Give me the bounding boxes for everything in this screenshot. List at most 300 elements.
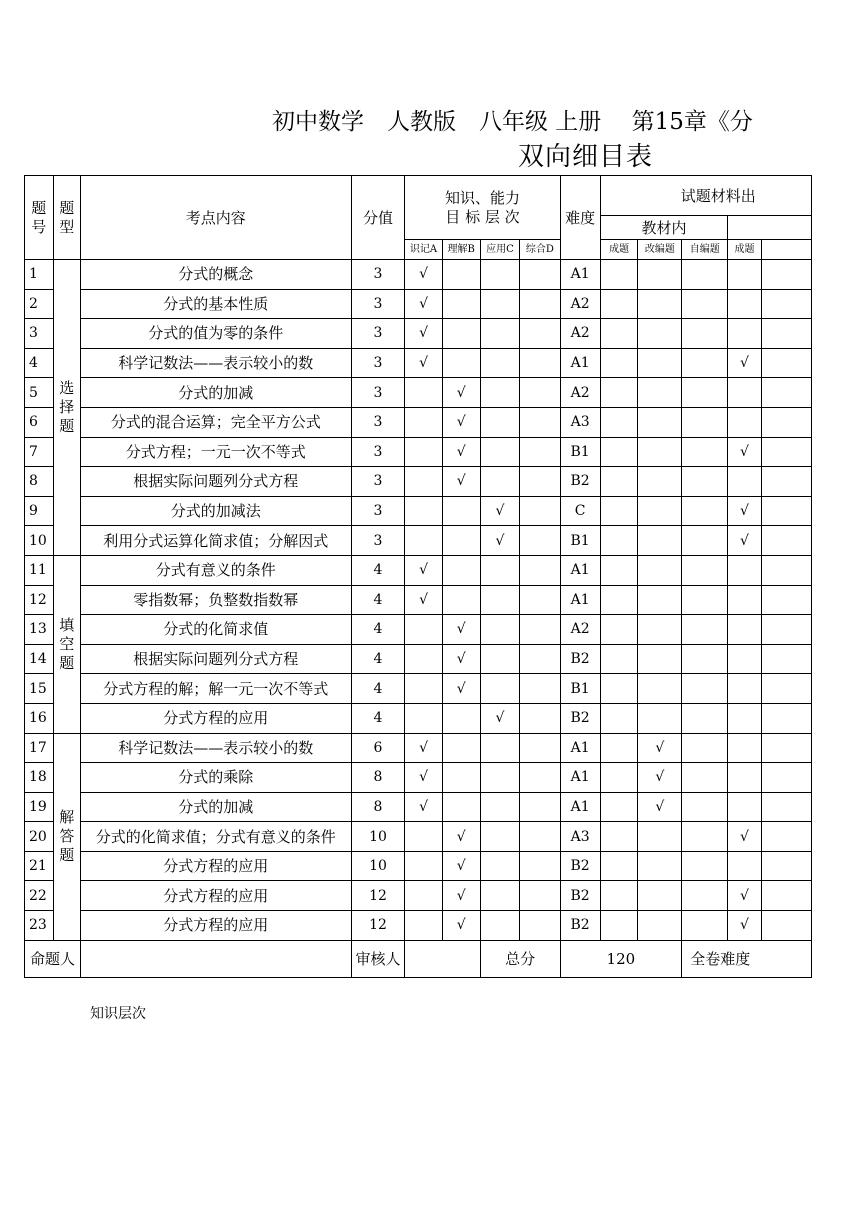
row-level-c-check: √ [480, 526, 520, 556]
row-level-d-check [520, 348, 560, 378]
row-tb-self-check [682, 437, 728, 467]
subheader-ext-original: 成题 [728, 240, 761, 260]
row-score: 3 [351, 467, 405, 497]
row-tb-original-check [600, 526, 638, 556]
subheader-tb-original: 成题 [600, 240, 638, 260]
table-row [25, 348, 812, 378]
row-tb-self-check [682, 585, 728, 615]
row-tb-adapted-check [638, 703, 682, 733]
row-tb-original-check [600, 319, 638, 349]
row-level-d-check [520, 437, 560, 467]
table-row [25, 644, 812, 674]
row-tb-original-check [600, 407, 638, 437]
row-number: 13 [25, 615, 54, 645]
document-subtitle: 双向细目表 [518, 142, 654, 172]
row-tb-adapted-check [638, 674, 682, 704]
row-ext-extra [761, 467, 811, 497]
row-difficulty: A2 [560, 615, 600, 645]
row-level-c-check [480, 260, 520, 290]
row-ext-original-check: √ [728, 437, 761, 467]
subheader-ext-extra [761, 240, 811, 260]
row-level-d-check [520, 792, 560, 822]
row-score: 3 [351, 378, 405, 408]
row-tb-adapted-check [638, 644, 682, 674]
row-ext-extra [761, 822, 811, 852]
row-score: 8 [351, 763, 405, 793]
header-score: 分值 [351, 176, 405, 260]
row-level-d-check [520, 319, 560, 349]
row-content: 分式有意义的条件 [80, 555, 351, 585]
table-row [25, 585, 812, 615]
row-tb-original-check [600, 763, 638, 793]
row-level-a-check [405, 851, 442, 881]
row-tb-original-check [600, 289, 638, 319]
row-tb-adapted-check [638, 851, 682, 881]
header-level-line1: 知识、能力 [444, 189, 520, 207]
row-tb-self-check [682, 881, 728, 911]
row-score: 10 [351, 851, 405, 881]
row-tb-adapted-check: √ [638, 792, 682, 822]
row-ext-original-check [728, 260, 761, 290]
row-level-a-check [405, 881, 442, 911]
row-content: 分式的加减 [80, 378, 351, 408]
row-level-a-check: √ [405, 319, 442, 349]
row-tb-self-check [682, 555, 728, 585]
row-tb-original-check [600, 467, 638, 497]
row-level-d-check [520, 674, 560, 704]
footer-author-label: 命题人 [25, 940, 81, 977]
row-score: 3 [351, 289, 405, 319]
row-number: 8 [25, 467, 54, 497]
row-ext-original-check: √ [728, 911, 761, 941]
row-level-a-check [405, 822, 442, 852]
row-level-c-check [480, 733, 520, 763]
row-ext-original-check: √ [728, 496, 761, 526]
subheader-level-a: 识记A [405, 240, 442, 260]
row-score: 4 [351, 644, 405, 674]
row-level-c-check [480, 763, 520, 793]
row-number: 14 [25, 644, 54, 674]
row-ext-original-check [728, 763, 761, 793]
row-tb-adapted-check [638, 319, 682, 349]
table-row [25, 822, 812, 852]
row-ext-original-check [728, 555, 761, 585]
row-tb-original-check [600, 822, 638, 852]
row-tb-adapted-check [638, 496, 682, 526]
row-tb-adapted-check [638, 407, 682, 437]
row-level-d-check [520, 703, 560, 733]
row-level-a-check: √ [405, 585, 442, 615]
row-score: 4 [351, 555, 405, 585]
table-row [25, 378, 812, 408]
row-level-c-check [480, 319, 520, 349]
row-difficulty: B2 [560, 911, 600, 941]
row-tb-self-check [682, 822, 728, 852]
row-difficulty: A3 [560, 407, 600, 437]
row-difficulty: B2 [560, 851, 600, 881]
table-row [25, 763, 812, 793]
row-level-a-check: √ [405, 763, 442, 793]
row-content: 分式的概念 [80, 260, 351, 290]
row-level-b-check: √ [442, 881, 480, 911]
row-difficulty: B1 [560, 674, 600, 704]
row-level-b-check [442, 526, 480, 556]
row-level-a-check: √ [405, 289, 442, 319]
table-row [25, 674, 812, 704]
row-score: 12 [351, 881, 405, 911]
row-ext-original-check [728, 407, 761, 437]
row-difficulty: A3 [560, 822, 600, 852]
row-ext-original-check [728, 615, 761, 645]
row-level-b-check: √ [442, 822, 480, 852]
row-level-d-check [520, 260, 560, 290]
row-ext-original-check [728, 467, 761, 497]
row-tb-self-check [682, 644, 728, 674]
row-content: 分式方程的应用 [80, 703, 351, 733]
row-tb-adapted-check [638, 585, 682, 615]
row-tb-original-check [600, 260, 638, 290]
row-level-a-check: √ [405, 260, 442, 290]
table-row [25, 319, 812, 349]
row-ext-extra [761, 260, 811, 290]
row-score: 4 [351, 585, 405, 615]
header-type: 题 型 [53, 176, 80, 260]
row-number: 20 [25, 822, 54, 852]
row-level-b-check [442, 496, 480, 526]
row-content: 分式方程的应用 [80, 911, 351, 941]
header-content: 考点内容 [80, 176, 351, 260]
row-content: 零指数幂；负整数指数幂 [80, 585, 351, 615]
table-row [25, 703, 812, 733]
row-tb-self-check [682, 289, 728, 319]
row-level-a-check: √ [405, 348, 442, 378]
footer-difficulty-label: 全卷难度 [682, 940, 812, 977]
row-score: 3 [351, 348, 405, 378]
row-ext-original-check [728, 289, 761, 319]
row-ext-original-check [728, 319, 761, 349]
footer-reviewer-label: 审核人 [351, 940, 405, 977]
row-level-d-check [520, 733, 560, 763]
row-ext-original-check [728, 674, 761, 704]
row-level-b-check: √ [442, 378, 480, 408]
header-level-line2: 目 标 层 次 [445, 208, 520, 226]
row-level-d-check [520, 851, 560, 881]
row-ext-original-check [728, 644, 761, 674]
row-ext-extra [761, 792, 811, 822]
row-tb-original-check [600, 851, 638, 881]
row-level-d-check [520, 615, 560, 645]
row-level-c-check [480, 437, 520, 467]
row-tb-adapted-check: √ [638, 733, 682, 763]
row-score: 4 [351, 615, 405, 645]
row-level-d-check [520, 585, 560, 615]
row-tb-original-check [600, 585, 638, 615]
row-level-c-check [480, 674, 520, 704]
row-tb-self-check [682, 615, 728, 645]
table-row [25, 496, 812, 526]
row-number: 9 [25, 496, 54, 526]
row-ext-original-check [728, 733, 761, 763]
row-score: 3 [351, 407, 405, 437]
row-difficulty: B2 [560, 881, 600, 911]
row-level-d-check [520, 555, 560, 585]
row-level-c-check [480, 407, 520, 437]
row-level-c-check [480, 644, 520, 674]
footer-author-value [80, 940, 351, 977]
row-content: 分式的加减 [80, 792, 351, 822]
row-ext-extra [761, 526, 811, 556]
row-level-b-check [442, 703, 480, 733]
row-level-c-check [480, 615, 520, 645]
row-ext-extra [761, 851, 811, 881]
row-score: 3 [351, 496, 405, 526]
row-tb-adapted-check: √ [638, 763, 682, 793]
row-content: 分式的基本性质 [80, 289, 351, 319]
document-title: 初中数学 人教版 八年级 上册 第15章《分 [272, 109, 753, 135]
row-level-a-check [405, 644, 442, 674]
row-difficulty: A2 [560, 378, 600, 408]
row-tb-self-check [682, 763, 728, 793]
row-level-a-check: √ [405, 733, 442, 763]
row-ext-extra [761, 496, 811, 526]
row-level-c-check [480, 289, 520, 319]
row-tb-adapted-check [638, 348, 682, 378]
question-type-group: 选 择 题 [53, 260, 80, 556]
table-row [25, 615, 812, 645]
row-ext-extra [761, 644, 811, 674]
header-source: 试题材料出 [600, 176, 811, 216]
row-level-c-check [480, 881, 520, 911]
row-level-b-check: √ [442, 911, 480, 941]
row-tb-self-check [682, 260, 728, 290]
row-ext-original-check [728, 378, 761, 408]
row-content: 分式的化简求值 [80, 615, 351, 645]
row-level-d-check [520, 467, 560, 497]
row-tb-self-check [682, 378, 728, 408]
row-number: 12 [25, 585, 54, 615]
row-ext-extra [761, 585, 811, 615]
row-level-a-check [405, 378, 442, 408]
row-score: 12 [351, 911, 405, 941]
row-ext-extra [761, 407, 811, 437]
row-level-d-check [520, 881, 560, 911]
row-ext-extra [761, 703, 811, 733]
row-ext-extra [761, 319, 811, 349]
row-score: 3 [351, 437, 405, 467]
table-row [25, 851, 812, 881]
row-ext-original-check: √ [728, 881, 761, 911]
row-number: 16 [25, 703, 54, 733]
row-tb-original-check [600, 615, 638, 645]
row-ext-extra [761, 615, 811, 645]
row-score: 8 [351, 792, 405, 822]
row-difficulty: A1 [560, 733, 600, 763]
row-level-c-check [480, 822, 520, 852]
row-level-d-check [520, 378, 560, 408]
row-content: 根据实际问题列分式方程 [80, 467, 351, 497]
row-difficulty: B1 [560, 437, 600, 467]
row-level-c-check [480, 851, 520, 881]
subheader-level-d: 综合D [520, 240, 560, 260]
row-score: 3 [351, 260, 405, 290]
row-level-b-check: √ [442, 407, 480, 437]
subheader-level-c: 应用C [480, 240, 520, 260]
detail-table [24, 175, 812, 978]
row-score: 3 [351, 319, 405, 349]
row-number: 6 [25, 407, 54, 437]
row-number: 3 [25, 319, 54, 349]
row-number: 5 [25, 378, 54, 408]
row-tb-self-check [682, 703, 728, 733]
row-content: 根据实际问题列分式方程 [80, 644, 351, 674]
row-number: 19 [25, 792, 54, 822]
row-level-d-check [520, 407, 560, 437]
row-number: 10 [25, 526, 54, 556]
row-tb-adapted-check [638, 289, 682, 319]
row-content: 分式方程的解；解一元一次不等式 [80, 674, 351, 704]
row-difficulty: B1 [560, 526, 600, 556]
question-type-group: 填 空 题 [53, 555, 80, 733]
row-number: 21 [25, 851, 54, 881]
row-level-c-check [480, 792, 520, 822]
row-difficulty: A2 [560, 319, 600, 349]
row-tb-self-check [682, 348, 728, 378]
row-level-b-check: √ [442, 615, 480, 645]
row-level-a-check [405, 674, 442, 704]
table-row [25, 526, 812, 556]
row-level-b-check [442, 733, 480, 763]
row-ext-original-check: √ [728, 822, 761, 852]
row-tb-adapted-check [638, 437, 682, 467]
row-ext-extra [761, 733, 811, 763]
table-row [25, 555, 812, 585]
subheader-level-b: 理解B [442, 240, 480, 260]
row-ext-extra [761, 378, 811, 408]
row-level-b-check [442, 348, 480, 378]
row-number: 2 [25, 289, 54, 319]
row-level-b-check: √ [442, 644, 480, 674]
row-tb-adapted-check [638, 467, 682, 497]
row-tb-adapted-check [638, 615, 682, 645]
row-level-d-check [520, 526, 560, 556]
row-difficulty: B2 [560, 467, 600, 497]
row-tb-original-check [600, 555, 638, 585]
row-tb-adapted-check [638, 555, 682, 585]
row-tb-self-check [682, 496, 728, 526]
table-row [25, 881, 812, 911]
row-ext-original-check [728, 792, 761, 822]
row-level-c-check [480, 348, 520, 378]
row-tb-self-check [682, 851, 728, 881]
row-difficulty: A1 [560, 348, 600, 378]
header-difficulty: 难度 [560, 176, 600, 260]
row-tb-original-check [600, 911, 638, 941]
row-difficulty: A1 [560, 792, 600, 822]
row-tb-self-check [682, 407, 728, 437]
row-score: 4 [351, 703, 405, 733]
row-level-c-check: √ [480, 496, 520, 526]
row-level-b-check [442, 319, 480, 349]
row-content: 分式的值为零的条件 [80, 319, 351, 349]
row-content: 分式方程；一元一次不等式 [80, 437, 351, 467]
row-number: 1 [25, 260, 54, 290]
row-level-a-check [405, 437, 442, 467]
row-difficulty: C [560, 496, 600, 526]
row-level-a-check: √ [405, 792, 442, 822]
table-row [25, 467, 812, 497]
row-tb-original-check [600, 496, 638, 526]
row-number: 15 [25, 674, 54, 704]
row-ext-extra [761, 674, 811, 704]
row-ext-original-check [728, 851, 761, 881]
header-textbook-in: 教材内 [600, 216, 728, 240]
question-type-group: 解 答 题 [53, 733, 80, 940]
row-level-a-check [405, 467, 442, 497]
row-ext-extra [761, 437, 811, 467]
row-content: 分式方程的应用 [80, 851, 351, 881]
row-score: 4 [351, 674, 405, 704]
row-level-a-check [405, 703, 442, 733]
table-row [25, 911, 812, 941]
row-level-a-check [405, 615, 442, 645]
row-tb-original-check [600, 644, 638, 674]
row-level-b-check: √ [442, 851, 480, 881]
row-tb-original-check [600, 733, 638, 763]
table-row [25, 792, 812, 822]
row-ext-original-check [728, 585, 761, 615]
row-level-c-check [480, 378, 520, 408]
row-level-a-check [405, 526, 442, 556]
row-level-d-check [520, 911, 560, 941]
table-body [25, 260, 812, 941]
row-tb-adapted-check [638, 526, 682, 556]
row-ext-extra [761, 881, 811, 911]
row-level-b-check [442, 585, 480, 615]
footnote-knowledge-level: 知识层次 [90, 1006, 146, 1022]
row-tb-adapted-check [638, 822, 682, 852]
row-tb-original-check [600, 674, 638, 704]
subheader-tb-adapted: 改编题 [638, 240, 682, 260]
row-difficulty: A1 [560, 260, 600, 290]
row-number: 4 [25, 348, 54, 378]
row-ext-extra [761, 911, 811, 941]
row-difficulty: A2 [560, 289, 600, 319]
row-level-c-check [480, 585, 520, 615]
row-tb-original-check [600, 378, 638, 408]
row-number: 18 [25, 763, 54, 793]
row-level-a-check: √ [405, 555, 442, 585]
row-content: 分式的加减法 [80, 496, 351, 526]
footer-total-label: 总分 [480, 940, 560, 977]
header-number: 题 号 [25, 176, 54, 260]
row-ext-original-check [728, 703, 761, 733]
row-tb-adapted-check [638, 881, 682, 911]
row-level-d-check [520, 822, 560, 852]
row-tb-self-check [682, 467, 728, 497]
table-row [25, 733, 812, 763]
row-tb-self-check [682, 911, 728, 941]
row-content: 分式的乘除 [80, 763, 351, 793]
row-level-c-check [480, 555, 520, 585]
row-difficulty: A1 [560, 763, 600, 793]
row-ext-original-check: √ [728, 348, 761, 378]
row-tb-self-check [682, 526, 728, 556]
table-row [25, 407, 812, 437]
row-ext-extra [761, 763, 811, 793]
row-number: 7 [25, 437, 54, 467]
row-tb-adapted-check [638, 378, 682, 408]
row-level-d-check [520, 289, 560, 319]
